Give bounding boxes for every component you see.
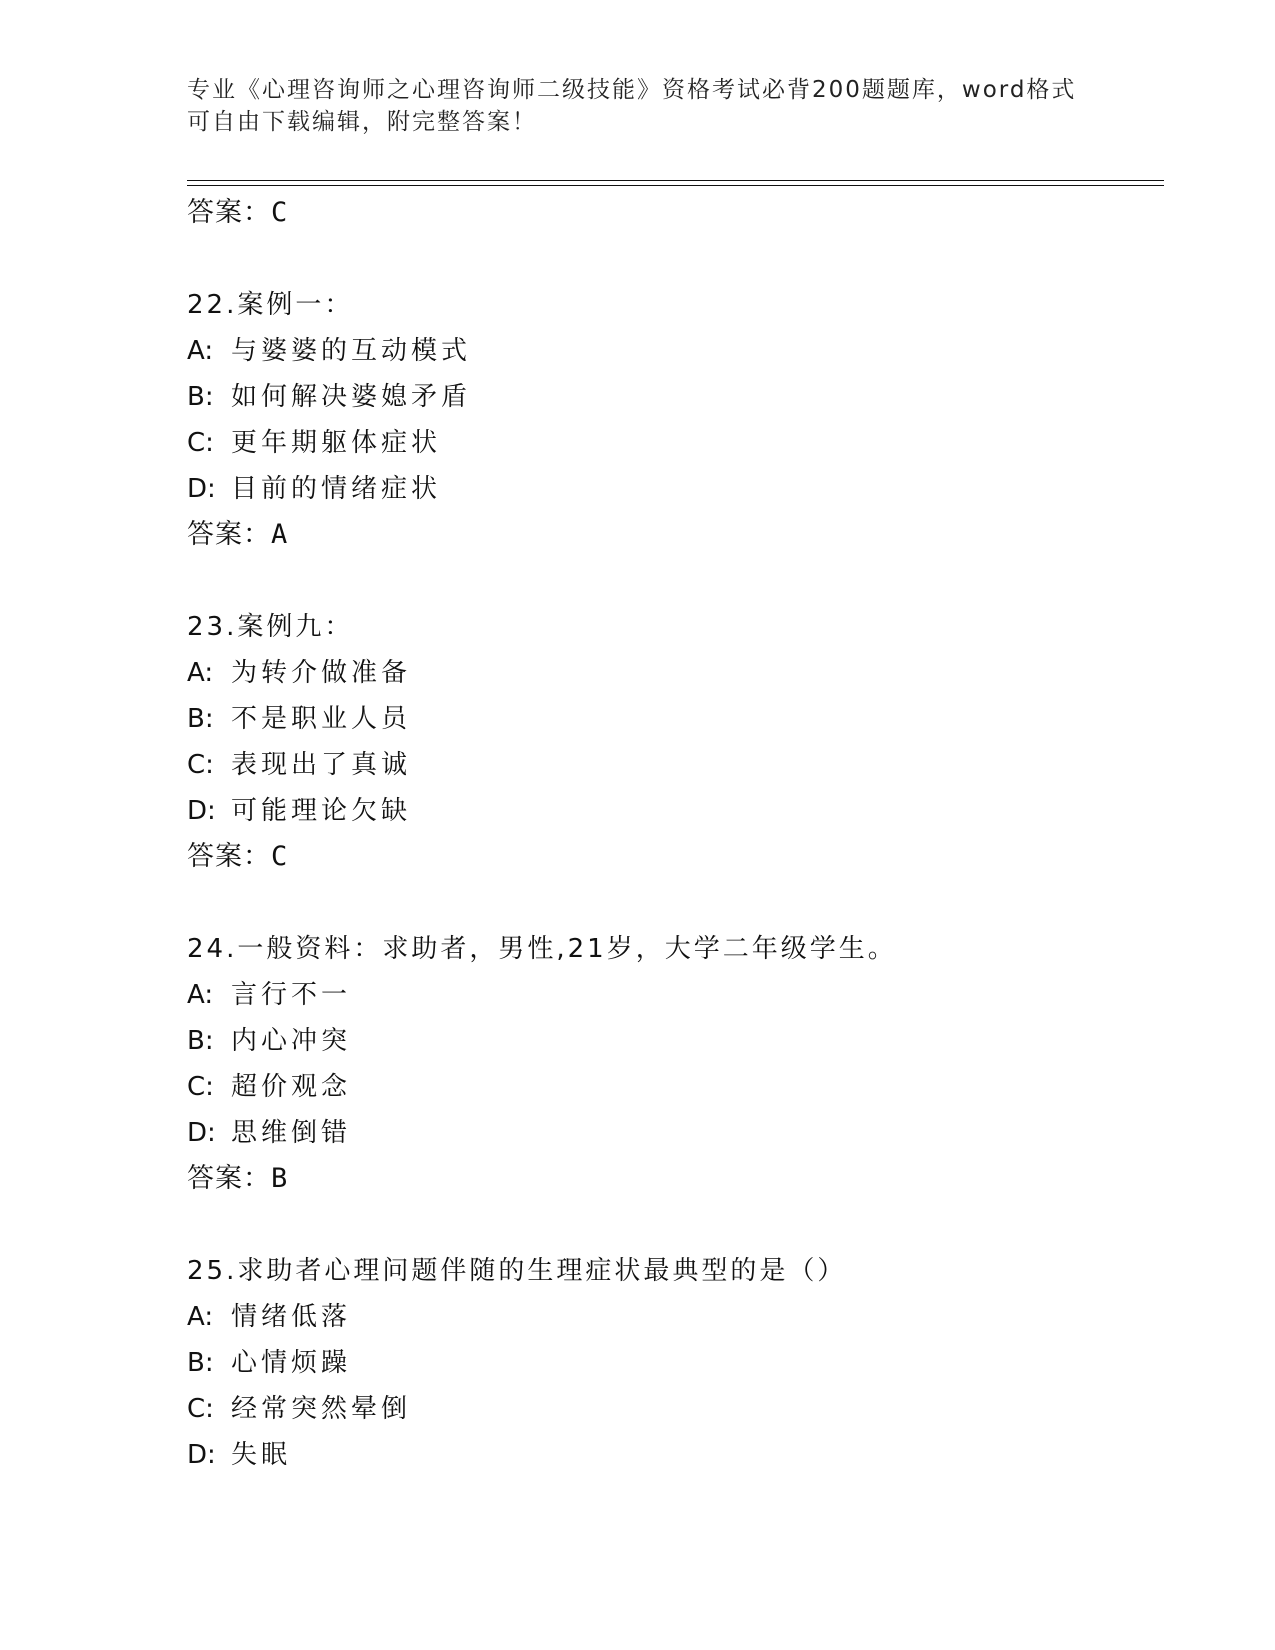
- option-b: [187, 696, 1167, 742]
- option-a: [187, 650, 1167, 696]
- question-block: [187, 926, 1167, 1202]
- option-text: 不是职业人员: [231, 704, 412, 734]
- option-key: D:: [187, 1118, 216, 1148]
- answer-line: [187, 1156, 1167, 1202]
- option-c: [187, 1386, 1167, 1432]
- question-block: [187, 604, 1167, 880]
- option-key: B:: [187, 1348, 214, 1378]
- option-text: 思维倒错: [231, 1118, 352, 1148]
- document-header: [187, 74, 1077, 138]
- option-d: [187, 466, 1167, 512]
- header-line-1: 专业《心理咨询师之心理咨询师二级技能》资格考试必背200题题库，word格式: [187, 77, 1077, 103]
- option-text: 情绪低落: [231, 1302, 352, 1332]
- option-b: [187, 1018, 1167, 1064]
- option-key: C:: [187, 428, 214, 458]
- option-b: [187, 1340, 1167, 1386]
- answer-value: C: [271, 841, 289, 872]
- option-text: 目前的情绪症状: [231, 474, 442, 504]
- option-text: 言行不一: [231, 980, 352, 1010]
- option-text: 心情烦躁: [231, 1348, 352, 1378]
- answer-line: [187, 834, 1167, 880]
- option-key: C:: [187, 1394, 214, 1424]
- option-text: 内心冲突: [231, 1026, 352, 1056]
- header-divider-bottom: [187, 185, 1164, 186]
- question-block: [187, 1248, 1167, 1478]
- option-text: 经常突然晕倒: [231, 1394, 412, 1424]
- option-d: [187, 788, 1167, 834]
- answer-label: 答案：: [187, 519, 271, 550]
- option-key: C:: [187, 1072, 214, 1102]
- option-c: [187, 742, 1167, 788]
- question-block: [187, 282, 1167, 558]
- spacer: [187, 236, 1167, 282]
- option-key: D:: [187, 796, 216, 826]
- spacer: [187, 880, 1167, 926]
- option-d: [187, 1432, 1167, 1478]
- option-c: [187, 1064, 1167, 1110]
- option-text: 为转介做准备: [231, 658, 412, 688]
- question-text: 24.一般资料：求助者，男性,21岁，大学二年级学生。: [187, 934, 897, 964]
- header-divider-top: [187, 180, 1164, 181]
- option-text: 表现出了真诚: [231, 750, 412, 780]
- option-key: B:: [187, 382, 214, 412]
- option-key: D:: [187, 1440, 216, 1470]
- spacer: [187, 558, 1167, 604]
- option-text: 与婆婆的互动模式: [231, 336, 472, 366]
- header-line-2: 可自由下载编辑，附完整答案！: [187, 109, 537, 135]
- question-text: 25.求助者心理问题伴随的生理症状最典型的是（）: [187, 1256, 847, 1286]
- option-a: [187, 328, 1167, 374]
- option-key: A:: [187, 980, 214, 1010]
- option-d: [187, 1110, 1167, 1156]
- option-c: [187, 420, 1167, 466]
- option-key: A:: [187, 658, 214, 688]
- answer-line: [187, 190, 1167, 236]
- option-a: [187, 1294, 1167, 1340]
- question-list: [187, 190, 1167, 1478]
- answer-value: B: [271, 1163, 289, 1194]
- answer-line: [187, 512, 1167, 558]
- option-text: 超价观念: [231, 1072, 352, 1102]
- option-key: B:: [187, 704, 214, 734]
- question-text: 23.案例九：: [187, 612, 354, 642]
- option-text: 可能理论欠缺: [231, 796, 412, 826]
- option-text: 更年期躯体症状: [231, 428, 442, 458]
- option-text: 如何解决婆媳矛盾: [231, 382, 472, 412]
- question-text: 22.案例一：: [187, 290, 354, 320]
- option-text: 失眠: [231, 1440, 292, 1470]
- answer-value: C: [271, 197, 289, 228]
- option-key: B:: [187, 1026, 214, 1056]
- option-key: A:: [187, 336, 214, 366]
- option-key: A:: [187, 1302, 214, 1332]
- option-a: [187, 972, 1167, 1018]
- option-key: C:: [187, 750, 214, 780]
- option-b: [187, 374, 1167, 420]
- answer-value: A: [271, 519, 289, 550]
- option-key: D:: [187, 474, 216, 504]
- answer-label: 答案：: [187, 841, 271, 872]
- answer-label: 答案：: [187, 197, 271, 228]
- spacer: [187, 1202, 1167, 1248]
- answer-label: 答案：: [187, 1163, 271, 1194]
